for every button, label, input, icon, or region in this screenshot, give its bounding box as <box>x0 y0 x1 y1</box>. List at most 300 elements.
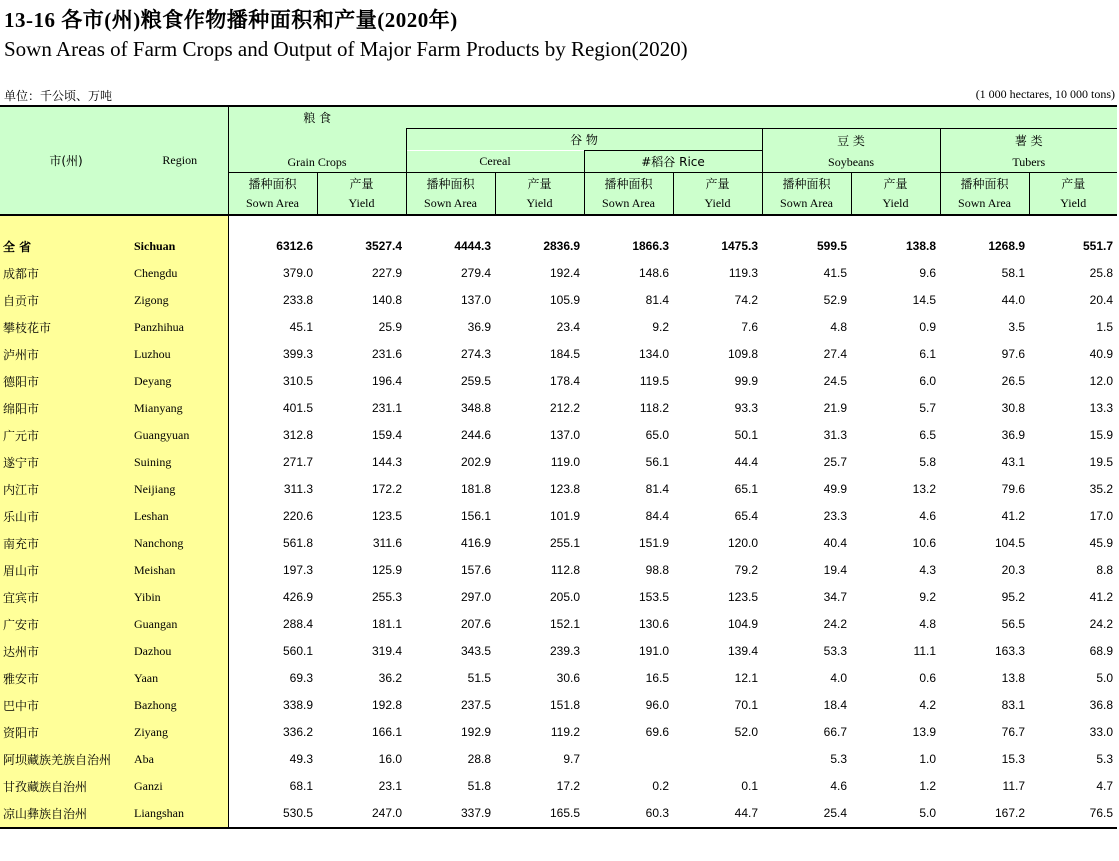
value-cell: 30.8 <box>1001 401 1026 415</box>
table-row <box>0 449 1117 476</box>
value-cell: 105.9 <box>549 293 581 307</box>
value-cell: 51.8 <box>467 779 492 793</box>
value-cell: 25.9 <box>378 320 403 334</box>
table-row <box>0 287 1117 314</box>
value-cell: 343.5 <box>460 644 492 658</box>
value-cell: 0.9 <box>919 320 937 334</box>
value-cell: 104.5 <box>994 536 1026 550</box>
value-cell: 68.9 <box>1089 644 1114 658</box>
value-cell: 49.9 <box>823 482 848 496</box>
value-cell: 139.4 <box>727 644 759 658</box>
value-cell: 561.8 <box>228 530 317 557</box>
value-cell: 41.2 <box>1089 590 1114 604</box>
value-cell: 65.4 <box>734 509 759 523</box>
region-name-cn: 绵阳市 <box>0 395 132 422</box>
value-cell: 0.6 <box>919 671 937 685</box>
value-cell: 4.8 <box>919 617 937 631</box>
value-cell: 6.0 <box>919 374 937 388</box>
value-cell: 66.7 <box>823 725 848 739</box>
table-row <box>0 800 1117 828</box>
value-cell: 9.7 <box>563 752 581 766</box>
table-body <box>0 215 1117 828</box>
value-cell: 23.3 <box>823 509 848 523</box>
table-row <box>0 746 1117 773</box>
value-cell: 1268.9 <box>988 239 1026 253</box>
value-cell: 167.2 <box>940 800 1029 828</box>
value-cell: 98.8 <box>645 563 670 577</box>
value-cell: 112.8 <box>550 563 581 577</box>
value-cell: 259.5 <box>460 374 492 388</box>
region-name-cn: 眉山市 <box>0 557 132 584</box>
value-cell: 15.3 <box>1001 752 1026 766</box>
region-name-cn: 资阳市 <box>0 719 132 746</box>
value-cell: 233.8 <box>228 287 317 314</box>
value-cell: 36.8 <box>1089 698 1114 712</box>
value-cell: 20.4 <box>1089 293 1114 307</box>
value-cell: 310.5 <box>228 368 317 395</box>
value-cell: 312.8 <box>228 422 317 449</box>
unit-label-english: (1 000 hectares, 10 000 tons) <box>975 87 1115 101</box>
region-name-cn: 达州市 <box>0 638 132 665</box>
value-cell: 192.4 <box>549 266 581 280</box>
value-cell: 4.6 <box>919 509 937 523</box>
value-cell: 123.5 <box>371 509 403 523</box>
subheader-sown-area: 播种面积 Sown Area <box>940 173 1029 215</box>
value-cell: 247.0 <box>317 800 406 828</box>
value-cell: 157.6 <box>460 563 492 577</box>
value-cell: 401.5 <box>228 395 317 422</box>
value-cell: 0.2 <box>652 779 670 793</box>
value-cell: 24.2 <box>1089 617 1114 631</box>
value-cell: 36.9 <box>467 320 492 334</box>
subheader-yield: 产量 Yield <box>495 173 584 215</box>
value-cell: 212.2 <box>549 401 581 415</box>
region-name-cn: 甘孜藏族自治州 <box>0 773 132 800</box>
value-cell: 4.8 <box>830 320 848 334</box>
region-name-cn: 南充市 <box>0 530 132 557</box>
value-cell: 19.4 <box>823 563 848 577</box>
region-name-en: Leshan <box>132 503 228 530</box>
value-cell: 166.1 <box>371 725 403 739</box>
value-cell: 45.1 <box>228 314 317 341</box>
total-row <box>0 233 1117 260</box>
value-cell: 28.8 <box>467 752 492 766</box>
value-cell: 2836.9 <box>543 239 581 253</box>
value-cell: 69.6 <box>645 725 670 739</box>
value-cell: 53.3 <box>823 644 848 658</box>
value-cell: 311.3 <box>228 476 317 503</box>
value-cell: 274.3 <box>460 347 492 361</box>
value-cell: 6312.6 <box>228 233 317 260</box>
value-cell: 24.2 <box>823 617 848 631</box>
value-cell: 134.0 <box>638 347 670 361</box>
value-cell: 21.9 <box>823 401 848 415</box>
table-row <box>0 719 1117 746</box>
table-row <box>0 692 1117 719</box>
value-cell: 279.4 <box>460 266 492 280</box>
table-row <box>0 611 1117 638</box>
value-cell: 1866.3 <box>632 239 670 253</box>
value-cell: 148.6 <box>638 266 670 280</box>
value-cell: 5.8 <box>919 455 937 469</box>
region-name-cn: 德阳市 <box>0 368 132 395</box>
header-soybeans-cn: 豆 类 <box>837 133 865 148</box>
table-row <box>0 638 1117 665</box>
region-name-en: Ziyang <box>132 719 228 746</box>
value-cell: 4.6 <box>830 779 848 793</box>
value-cell: 348.8 <box>460 401 492 415</box>
value-cell: 15.9 <box>1089 428 1114 442</box>
unit-label-chinese: 单位：千公顷、万吨 <box>4 89 113 103</box>
value-cell: 19.5 <box>1089 455 1114 469</box>
value-cell: 530.5 <box>228 800 317 828</box>
value-cell: 297.0 <box>460 590 492 604</box>
value-cell: 60.3 <box>584 800 673 828</box>
value-cell: 10.6 <box>912 536 937 550</box>
header-city: 市(州) <box>0 106 132 215</box>
value-cell: 5.7 <box>919 401 937 415</box>
value-cell: 40.9 <box>1089 347 1114 361</box>
value-cell: 51.5 <box>467 671 492 685</box>
table-row <box>0 665 1117 692</box>
value-cell: 79.6 <box>1001 482 1026 496</box>
table-row <box>0 503 1117 530</box>
value-cell: 25.4 <box>762 800 851 828</box>
value-cell: 337.9 <box>406 800 495 828</box>
header-rice: #稻谷 Rice <box>584 151 762 173</box>
value-cell: 13.3 <box>1089 401 1114 415</box>
value-cell: 44.0 <box>1001 293 1026 307</box>
region-name-cn: 成都市 <box>0 260 132 287</box>
value-cell: 192.8 <box>371 698 403 712</box>
value-cell: 93.3 <box>734 401 759 415</box>
header-tubers-cn: 薯 类 <box>1014 133 1043 148</box>
value-cell: 4.2 <box>919 698 937 712</box>
table-row <box>0 260 1117 287</box>
value-cell: 13.2 <box>912 482 937 496</box>
value-cell: 11.7 <box>1002 779 1026 793</box>
header-grain-en: Grain Crops <box>228 129 406 173</box>
value-cell: 74.2 <box>734 293 759 307</box>
value-cell: 12.1 <box>734 671 759 685</box>
value-cell: 25.7 <box>823 455 848 469</box>
value-cell: 192.9 <box>460 725 492 739</box>
value-cell: 319.4 <box>371 644 403 658</box>
region-name-en: Luzhou <box>132 341 228 368</box>
table-row <box>0 368 1117 395</box>
header-cereal-en: Cereal <box>406 151 584 173</box>
table-row <box>0 341 1117 368</box>
value-cell: 5.0 <box>1096 671 1114 685</box>
region-name-cn: 内江市 <box>0 476 132 503</box>
value-cell: 151.9 <box>638 536 670 550</box>
subheader-sown-area: 播种面积 Sown Area <box>228 173 317 215</box>
value-cell: 99.9 <box>734 374 759 388</box>
value-cell: 4.0 <box>830 671 848 685</box>
value-cell: 30.6 <box>556 671 581 685</box>
value-cell: 36.9 <box>1001 428 1026 442</box>
value-cell: 84.4 <box>645 509 670 523</box>
value-cell: 58.1 <box>1001 266 1026 280</box>
value-cell: 49.3 <box>228 746 317 773</box>
value-cell: 426.9 <box>228 584 317 611</box>
value-cell: 560.1 <box>228 638 317 665</box>
region-name-en: Deyang <box>132 368 228 395</box>
value-cell: 130.6 <box>638 617 670 631</box>
value-cell: 45.9 <box>1089 536 1114 550</box>
region-name-en: Sichuan <box>132 233 228 260</box>
value-cell: 311.6 <box>372 536 403 550</box>
value-cell: 31.3 <box>823 428 848 442</box>
region-name-cn: 全 省 <box>0 233 132 260</box>
value-cell: 119.5 <box>639 374 670 388</box>
value-cell: 97.6 <box>1001 347 1026 361</box>
value-cell: 1475.3 <box>721 239 759 253</box>
value-cell: 181.1 <box>371 617 403 631</box>
value-cell: 227.9 <box>371 266 403 280</box>
region-name-en: Suining <box>132 449 228 476</box>
region-name-en: Yibin <box>132 584 228 611</box>
table-row <box>0 584 1117 611</box>
region-name-en: Zigong <box>132 287 228 314</box>
value-cell: 8.8 <box>1096 563 1114 577</box>
region-name-cn: 广安市 <box>0 611 132 638</box>
value-cell: 18.4 <box>823 698 848 712</box>
value-cell: 95.2 <box>1001 590 1026 604</box>
value-cell: 52.0 <box>734 725 759 739</box>
region-name-en: Chengdu <box>132 260 228 287</box>
header-soybeans-en: Soybeans <box>828 154 875 169</box>
value-cell: 255.1 <box>549 536 581 550</box>
header-cereal-cn: 谷 物 <box>406 129 762 151</box>
value-cell: 41.5 <box>823 266 848 280</box>
header-grain-cn: 粮 食 <box>228 106 406 129</box>
value-cell: 1.0 <box>919 752 937 766</box>
value-cell: 181.8 <box>460 482 492 496</box>
value-cell: 13.9 <box>912 725 937 739</box>
table-header <box>0 106 1117 215</box>
region-name-en: Aba <box>132 746 228 773</box>
subheader-sown-area: 播种面积 Sown Area <box>584 173 673 215</box>
value-cell: 104.9 <box>727 617 759 631</box>
value-cell <box>584 746 673 773</box>
value-cell: 79.2 <box>734 563 759 577</box>
value-cell: 338.9 <box>228 692 317 719</box>
value-cell: 237.5 <box>460 698 492 712</box>
value-cell: 27.4 <box>823 347 848 361</box>
value-cell: 44.4 <box>734 455 759 469</box>
value-cell: 56.1 <box>645 455 670 469</box>
region-name-en: Neijiang <box>132 476 228 503</box>
subheader-yield: 产量 Yield <box>673 173 762 215</box>
value-cell: 16.5 <box>645 671 670 685</box>
value-cell: 6.5 <box>919 428 937 442</box>
value-cell: 163.3 <box>994 644 1026 658</box>
value-cell: 152.1 <box>549 617 581 631</box>
value-cell: 25.8 <box>1089 266 1114 280</box>
value-cell: 12.0 <box>1089 374 1114 388</box>
value-cell: 14.5 <box>912 293 937 307</box>
subheader-sown-area: 播种面积 Sown Area <box>406 173 495 215</box>
value-cell: 197.3 <box>228 557 317 584</box>
value-cell: 118.2 <box>639 401 670 415</box>
value-cell: 16.0 <box>378 752 403 766</box>
value-cell: 231.6 <box>371 347 403 361</box>
table-row <box>0 422 1117 449</box>
region-name-en: Ganzi <box>132 773 228 800</box>
region-name-cn: 凉山彝族自治州 <box>0 800 132 828</box>
table-row <box>0 476 1117 503</box>
value-cell: 13.8 <box>1001 671 1026 685</box>
value-cell: 239.3 <box>549 644 581 658</box>
region-name-cn: 阿坝藏族羌族自治州 <box>0 746 132 773</box>
table-title-english: Sown Areas of Farm Crops and Output of Major Farm Products by Region(2020) <box>4 37 688 61</box>
value-cell: 5.3 <box>1096 752 1114 766</box>
region-name-cn: 宜宾市 <box>0 584 132 611</box>
value-cell: 34.7 <box>823 590 848 604</box>
value-cell: 123.5 <box>727 590 759 604</box>
value-cell: 4444.3 <box>454 239 492 253</box>
table-row <box>0 395 1117 422</box>
value-cell: 36.2 <box>378 671 403 685</box>
value-cell: 69.3 <box>228 665 317 692</box>
value-cell: 165.5 <box>495 800 584 828</box>
region-name-en: Panzhihua <box>132 314 228 341</box>
subheader-yield: 产量 Yield <box>851 173 940 215</box>
value-cell: 24.5 <box>823 374 848 388</box>
value-cell: 153.5 <box>638 590 670 604</box>
value-cell: 399.3 <box>228 341 317 368</box>
value-cell: 11.1 <box>913 644 937 658</box>
value-cell: 144.3 <box>371 455 403 469</box>
value-cell: 138.8 <box>905 239 937 253</box>
value-cell: 0.1 <box>741 779 759 793</box>
subheader-sown-area: 播种面积 Sown Area <box>762 173 851 215</box>
value-cell: 120.0 <box>727 536 759 550</box>
region-name-cn: 雅安市 <box>0 665 132 692</box>
region-name-en: Meishan <box>132 557 228 584</box>
value-cell: 43.1 <box>1001 455 1026 469</box>
value-cell: 6.1 <box>919 347 937 361</box>
header-tubers-en: Tubers <box>1012 154 1046 169</box>
region-name-cn: 自贡市 <box>0 287 132 314</box>
value-cell: 23.4 <box>556 320 581 334</box>
region-name-cn: 泸州市 <box>0 341 132 368</box>
value-cell: 7.6 <box>741 320 759 334</box>
value-cell: 17.0 <box>1089 509 1114 523</box>
value-cell: 76.5 <box>1029 800 1117 828</box>
value-cell: 56.5 <box>1001 617 1026 631</box>
region-name-cn: 攀枝花市 <box>0 314 132 341</box>
value-cell: 125.9 <box>371 563 403 577</box>
value-cell: 83.1 <box>1001 698 1026 712</box>
value-cell: 137.0 <box>549 428 581 442</box>
value-cell: 65.0 <box>645 428 670 442</box>
value-cell: 159.4 <box>371 428 403 442</box>
value-cell: 81.4 <box>645 482 670 496</box>
value-cell: 551.7 <box>1082 239 1114 253</box>
value-cell <box>673 746 762 773</box>
value-cell: 9.2 <box>919 590 937 604</box>
value-cell: 4.3 <box>919 563 937 577</box>
header-region: Region <box>132 106 228 215</box>
value-cell: 5.3 <box>830 752 848 766</box>
value-cell: 44.7 <box>673 800 762 828</box>
value-cell: 156.1 <box>460 509 492 523</box>
region-name-cn: 巴中市 <box>0 692 132 719</box>
value-cell: 184.5 <box>549 347 581 361</box>
value-cell: 101.9 <box>549 509 581 523</box>
value-cell: 68.1 <box>228 773 317 800</box>
value-cell: 416.9 <box>460 536 492 550</box>
value-cell: 191.0 <box>638 644 670 658</box>
value-cell: 123.8 <box>549 482 581 496</box>
value-cell: 17.2 <box>556 779 581 793</box>
region-name-en: Liangshan <box>132 800 228 828</box>
value-cell: 3.5 <box>1008 320 1026 334</box>
value-cell: 119.2 <box>550 725 581 739</box>
region-name-en: Dazhou <box>132 638 228 665</box>
value-cell: 9.6 <box>919 266 937 280</box>
region-name-cn: 遂宁市 <box>0 449 132 476</box>
table-row <box>0 557 1117 584</box>
value-cell: 4.7 <box>1096 779 1114 793</box>
value-cell: 140.8 <box>371 293 403 307</box>
value-cell: 1.2 <box>919 779 937 793</box>
value-cell: 81.4 <box>645 293 670 307</box>
value-cell: 3527.4 <box>365 239 403 253</box>
value-cell: 119.0 <box>550 455 581 469</box>
value-cell: 599.5 <box>816 239 848 253</box>
region-name-en: Guangyuan <box>132 422 228 449</box>
value-cell: 220.6 <box>228 503 317 530</box>
region-name-en: Yaan <box>132 665 228 692</box>
subheader-yield: 产量 Yield <box>1029 173 1117 215</box>
value-cell: 137.0 <box>460 293 492 307</box>
region-name-en: Guangan <box>132 611 228 638</box>
value-cell: 109.8 <box>727 347 759 361</box>
value-cell: 379.0 <box>228 260 317 287</box>
region-name-cn: 广元市 <box>0 422 132 449</box>
value-cell: 35.2 <box>1089 482 1114 496</box>
value-cell: 288.4 <box>228 611 317 638</box>
value-cell: 336.2 <box>228 719 317 746</box>
value-cell: 196.4 <box>371 374 403 388</box>
value-cell: 23.1 <box>378 779 403 793</box>
value-cell: 231.1 <box>371 401 403 415</box>
value-cell: 50.1 <box>734 428 759 442</box>
value-cell: 271.7 <box>228 449 317 476</box>
region-name-en: Mianyang <box>132 395 228 422</box>
value-cell: 52.9 <box>823 293 848 307</box>
value-cell: 244.6 <box>460 428 492 442</box>
value-cell: 172.2 <box>371 482 403 496</box>
value-cell: 26.5 <box>1001 374 1026 388</box>
value-cell: 119.3 <box>728 266 759 280</box>
value-cell: 33.0 <box>1089 725 1114 739</box>
value-cell: 255.3 <box>371 590 403 604</box>
subheader-yield: 产量 Yield <box>317 173 406 215</box>
value-cell: 20.3 <box>1001 563 1026 577</box>
value-cell: 76.7 <box>1001 725 1026 739</box>
table-row <box>0 773 1117 800</box>
table-title-chinese: 13-16 各市(州)粮食作物播种面积和产量(2020年) <box>4 8 458 32</box>
value-cell: 40.4 <box>823 536 848 550</box>
table-row <box>0 314 1117 341</box>
value-cell: 207.6 <box>460 617 492 631</box>
value-cell: 5.0 <box>851 800 940 828</box>
region-name-cn: 乐山市 <box>0 503 132 530</box>
